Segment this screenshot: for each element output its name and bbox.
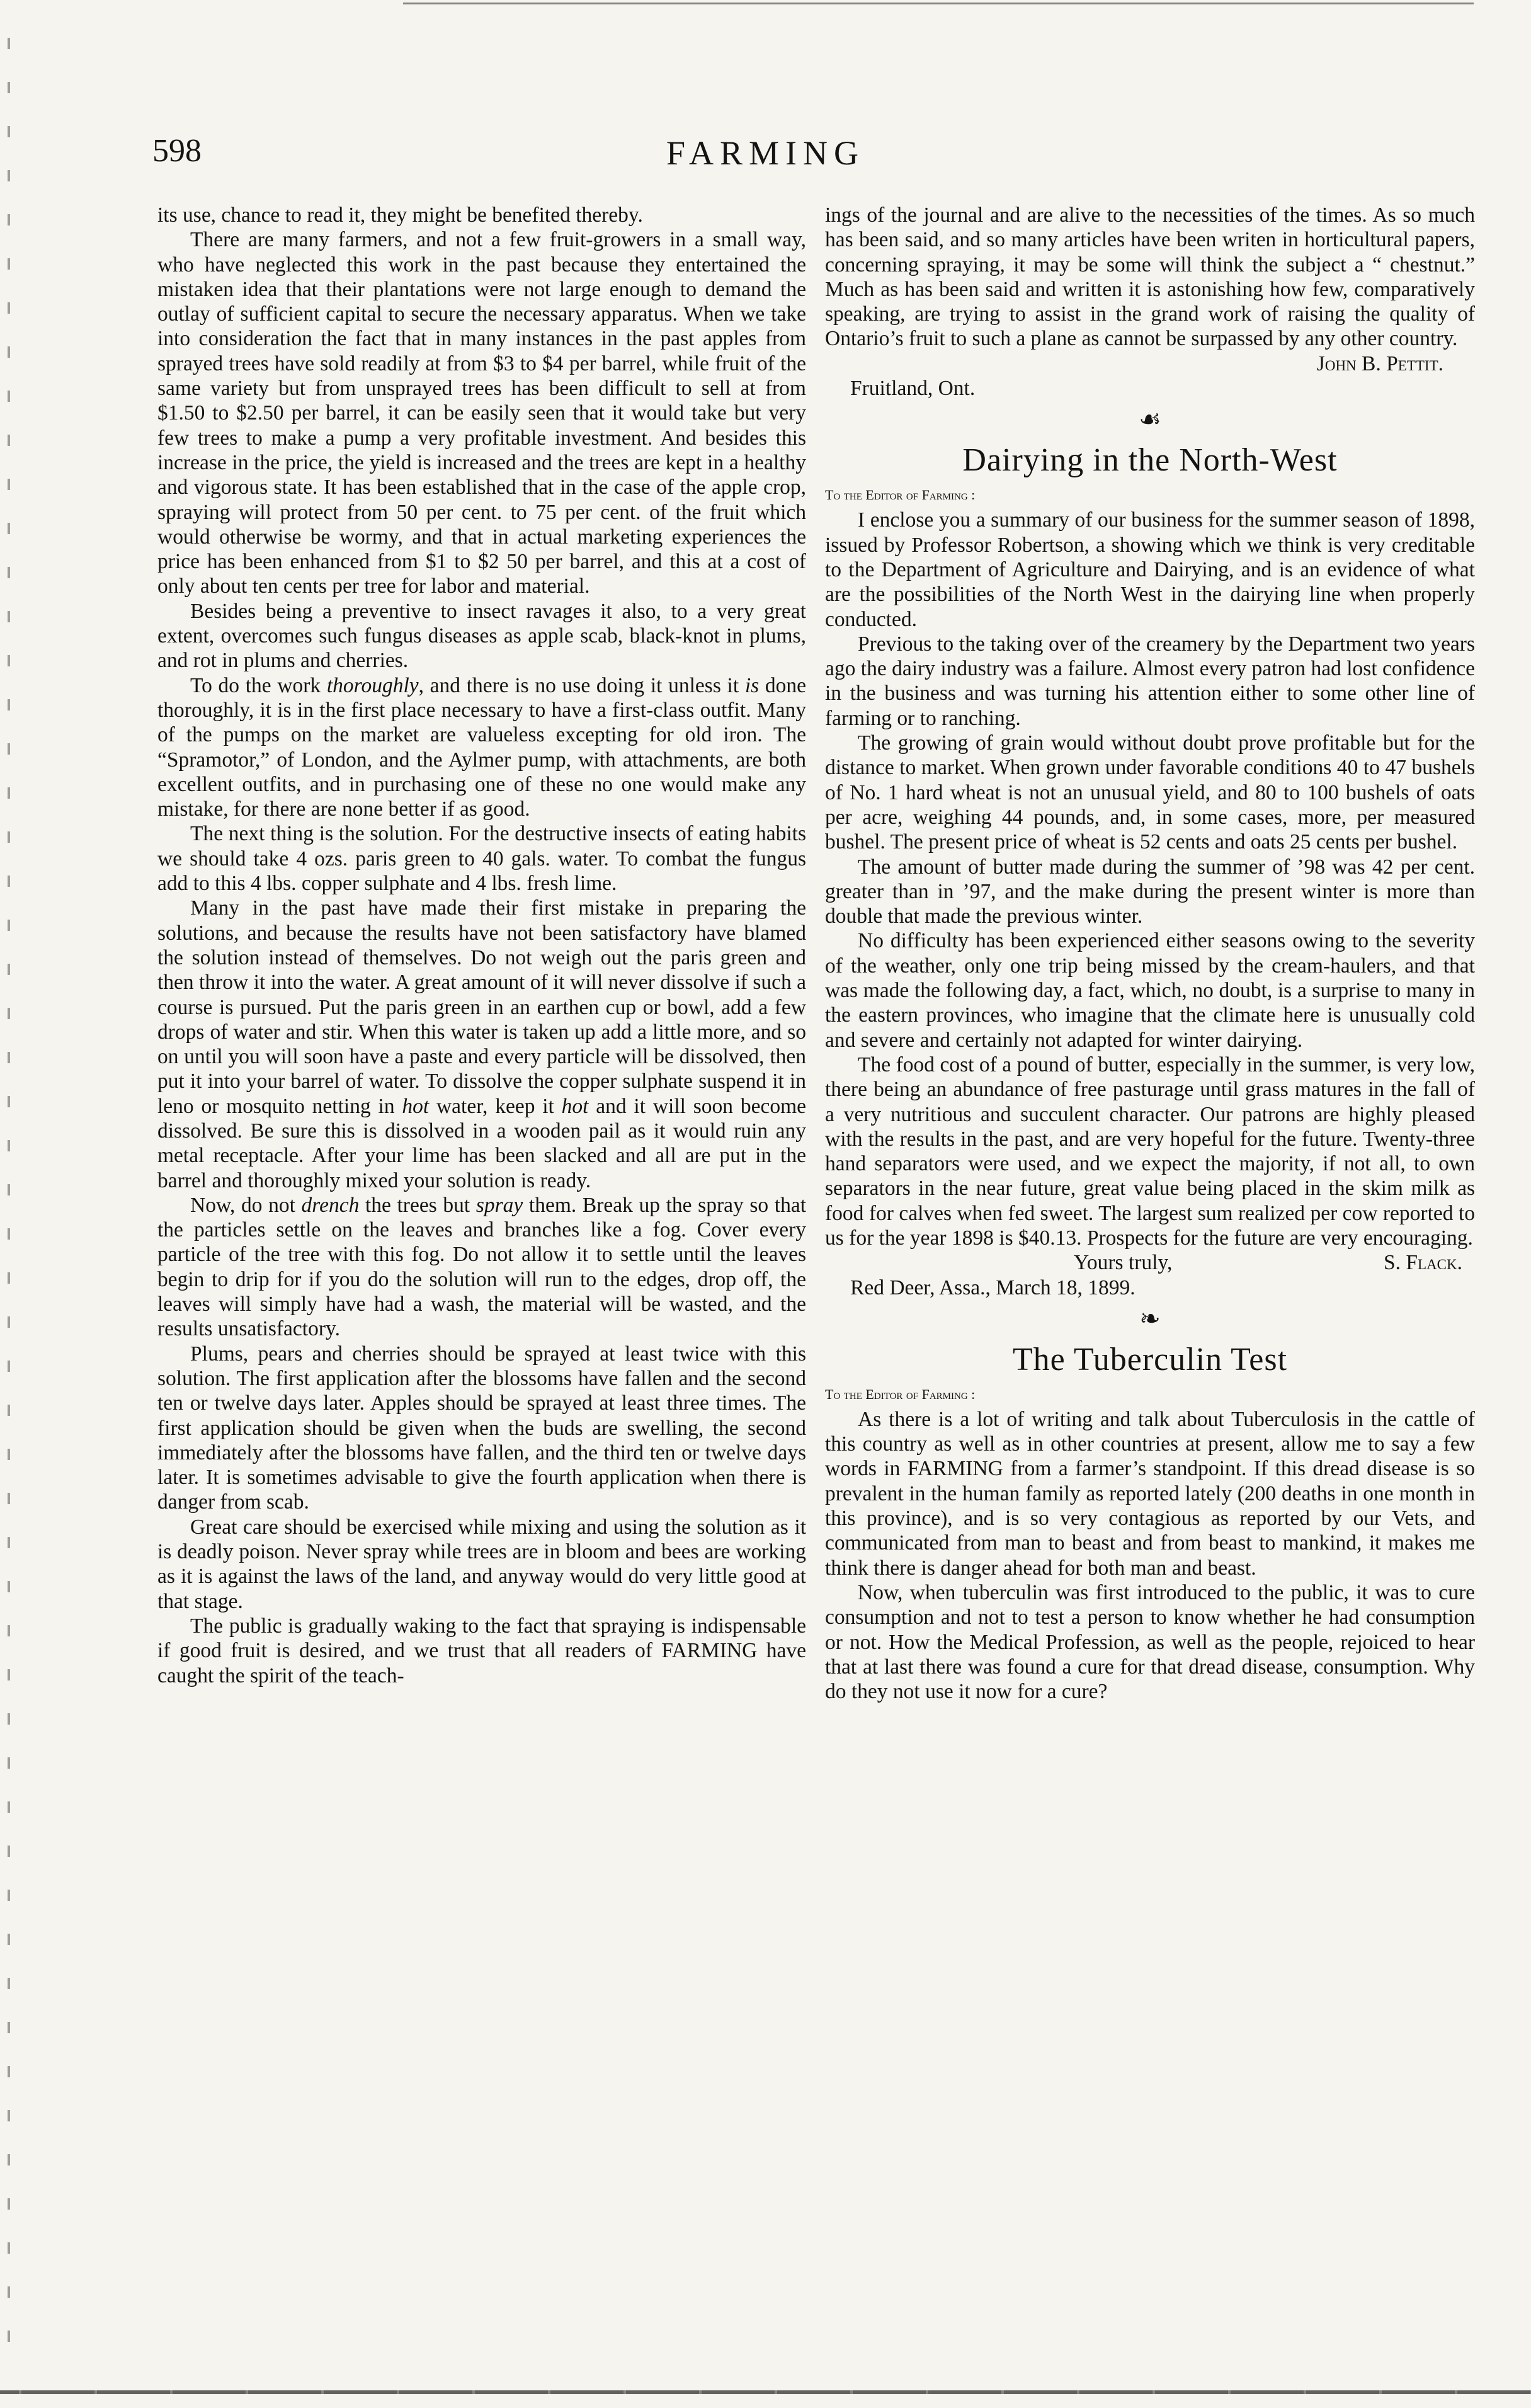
closing-row [825, 1250, 1475, 1275]
emphasis: is [744, 673, 760, 697]
paragraph: Great care should be exercised while mixing and using the solution as it is deadly poison. Never spray while trees are in bloom and bees are working as it is against the laws of the land, and anyway would do very little good at that stage. [157, 1515, 806, 1613]
bottom-border-rule [0, 2390, 1531, 2394]
paragraph: The next thing is the solution. For the destructive insects of eating habits we should take 4 ozs. paris green to 40 gals. water. To combat the fungus add to this 4 lbs. copper sulphate and 4 lbs. fresh lime. [157, 822, 806, 896]
emphasis: hot [402, 1094, 430, 1118]
paragraph-continuation: ings of the journal and are alive to the necessities of the times. As so much has been said, and so many articles have been writen in horticultural papers, concerning spraying, it may be some will think the subject a “ chestnut.” Much as has been said and written it is astonishing how few, comparatively speaking, are trying to assist in the grand work of raising the quality of Ontario’s fruit to such a plane as cannot be surpassed by any other country. [825, 203, 1475, 351]
article-title: The Tuberculin Test [1012, 1341, 1288, 1378]
emphasis: drench [301, 1193, 360, 1217]
paragraph: Previous to the taking over of the creamery by the Department two years ago the dairy industry was a failure. Almost every patron had lost confidence in the business and was turning his attention either to some other line of farming or to ranching. [825, 632, 1475, 730]
paragraph: There are many farmers, and not a few fruit-growers in a small way, who have neglected this work in the past because they entertained the mistaken idea that their plantations were not large enough to demand the outlay of sufficient capital to secure the necessary apparatus. When we take into consideration the fact that in many instances in the past apples from sprayed trees have sold readily at from $3 to $4 per barrel, while fruit of the same variety but from unsprayed trees has been difficult to sell at from $1.50 to $2.50 per barrel, it can be easily seen that it would take but very few trees to make a pump a very profitable investment. And besides this increase in the price, the yield is increased and the trees are kept in a healthy and vigorous state. It has been established that in the case of the apple crop, spraying will protect from 50 per cent. to 75 per cent. of the fruit which would otherwise be wormy, and that in actual marketing experiences the price has been enhanced from $1 to $2 50 per barrel, and this at a cost of only about ten cents per tree for labor and material. [157, 228, 806, 598]
paragraph: Plums, pears and cherries should be sprayed at least twice with this solution. The first application after the blossoms have fallen and the second ten or twelve days later. Apples should be sprayed at least three times. The first application should be given when the buds are swelling, the second immediately after the blossoms have fallen, and the third ten or twelve days later. It is sometimes advisable to give the fourth application when there is danger from scab. [157, 1342, 806, 1514]
top-border-rule [403, 3, 1474, 4]
text-run: done thoroughly, it is in the first place necessary to have a first-class outfit. Many of the pumps on the market are valueless excepting for old iron. The “Spramotor,” of London, and the Aylmer pump, with attachments, are both excellent outfits, and in purchasing one of these no one would make any mistake, for there are none better if as good. [157, 673, 806, 821]
paragraph: The growing of grain would without doubt prove profitable but for the distance to market. When grown under favorable conditions 40 to 47 bushels of No. 1 hard wheat is not an unusual yield, and 80 to 100 bushels of oats per acre, weighing 44 pounds, and, in some cases, more, per measured bushel. The present price of wheat is 52 cents and oats 25 cents per bushel. [825, 731, 1475, 854]
left-column [157, 203, 806, 1688]
closing: Yours truly, [1074, 1251, 1173, 1275]
text-run: and it will soon become dissolved. Be sure this is dissolved in a wooden pail as it would ruin any metal receptacle. After your lime has been slacked and all are put in the barrel and thoroughly mixed your solution is ready. [157, 1094, 806, 1192]
editor-line: To the Editor of Farming : [825, 1386, 976, 1402]
paragraph [157, 673, 806, 822]
running-title: FARMING [666, 134, 865, 172]
left-margin-marks [8, 38, 10, 2368]
text-run: the trees but [359, 1193, 476, 1217]
place-line: Fruitland, Ont. [850, 377, 976, 401]
dateline: Red Deer, Assa., March 18, 1899. [850, 1275, 1135, 1299]
paragraph [157, 1193, 806, 1342]
paragraph: Now, when tuberculin was first introduced to the public, it was to cure consumption and not to test a person to know whether he had consumption or not. How the Medical Profession, as well as the people, rejoiced to hear that at last there was found a cure for that dread disease, consumption. Why do they not use it now for a cure? [825, 1580, 1475, 1704]
paragraph: The public is gradually waking to the fact that spraying is indispensable if good fruit is desired, and we trust that all readers of FARMING have caught the spirit of the teach- [157, 1614, 806, 1687]
text-run: them. Break up the spray so that the particles settle on the leaves and branches like a fog. Cover every particle of the tree with this fog. Do not allow it to settle until the leaves begin to drip for if you do the solution will run to the edges, drop off, the leaves will simply have had a wash, the material will be wasted, and the results unsatisfactory. [157, 1193, 806, 1341]
paragraph-continuation: its use, chance to read it, they might be benefited thereby. [157, 203, 643, 227]
text-run: To do the work [190, 673, 327, 697]
signature: S. Flack. [1384, 1251, 1462, 1275]
text-run: water, keep it [429, 1094, 562, 1118]
ornament-icon: ☙ [1139, 405, 1161, 434]
paragraph: I enclose you a summary of our business for the summer season of 1898, issued by Professor Robertson, a showing which we think is very creditable to the Department of Agriculture and Dairying, and is an evidence of what are the possibilities of the North West in the dairying line when properly conducted. [825, 508, 1475, 631]
paragraph [157, 896, 806, 1193]
text-run: Now, do not [190, 1193, 302, 1217]
paragraph: No difficulty has been experienced either seasons owing to the severity of the weather, only one trip being missed by the cream-haulers, and that was made the following day, a fact, which, no doubt, is a surprise to many in the eastern provinces, who imagine that the climate here is unusually cold and severe and certainly not adapted for winter dairying. [825, 929, 1475, 1052]
text-run: Many in the past have made their first mistake in preparing the solutions, and because the results have not been satisfactory have blamed the solution instead of themselves. Do not weigh out the paris green and then throw it into the water. A great amount of it will never dissolve if such a course is pursued. Put the paris green in an earthen cup or bowl, add a few drops of water and stir. When this water is taken up add a little more, and so on until you will soon have a paste and every particle will be dissolved, then put it into your barrel of water. To dissolve the copper sulphate suspend it in leno or mosquito netting in [157, 896, 806, 1118]
right-column [825, 203, 1475, 1704]
emphasis: hot [561, 1094, 589, 1118]
article-title: Dairying in the North-West [962, 442, 1338, 479]
emphasis: spray [475, 1193, 523, 1217]
page-number: 598 [152, 133, 202, 169]
signature: John B. Pettit. [1316, 351, 1443, 375]
emphasis: thoroughly [326, 673, 419, 697]
editor-line: To the Editor of Farming : [825, 487, 976, 503]
paragraph: As there is a lot of writing and talk about Tuberculosis in the cattle of this country as well as in other countries at present, allow me to say a few words in FARMING from a farmer’s standpoint. If this dread disease is so prevalent in the human family as reported lately (200 deaths in one month in this province), and is so very contagious as reported by our Vets, and communicated from man to beast and from beast to mankind, it makes me think there is danger ahead for both man and beast. [825, 1407, 1475, 1580]
paragraph: Besides being a preventive to insect ravages it also, to a very great extent, overcomes such fungus diseases as apple scab, black-knot in plums, and rot in plums and cherries. [157, 599, 806, 673]
paragraph: The amount of butter made during the summer of ’98 was 42 per cent. greater than in ’97, and the make during the present winter is more than double that made the previous winter. [825, 855, 1475, 928]
text-run: , and there is no use doing it unless it [418, 673, 745, 697]
ornament-icon: ❧ [1139, 1304, 1161, 1333]
paragraph: The food cost of a pound of butter, especially in the summer, is very low, there being an abundance of free pasturage until grass matures in the fall of a very nutritious and succulent character. Our patrons are highly pleased with the results in the past, and are very hopeful for the future. Twenty-three hand separators were used, and we expect the majority, if not all, to own separators in the near future, great value being placed in the skim milk as food for calves when fed sweet. The largest sum realized per cow reported to us for the year 1898 is $40.13. Prospects for the future are very encouraging. [825, 1053, 1475, 1250]
